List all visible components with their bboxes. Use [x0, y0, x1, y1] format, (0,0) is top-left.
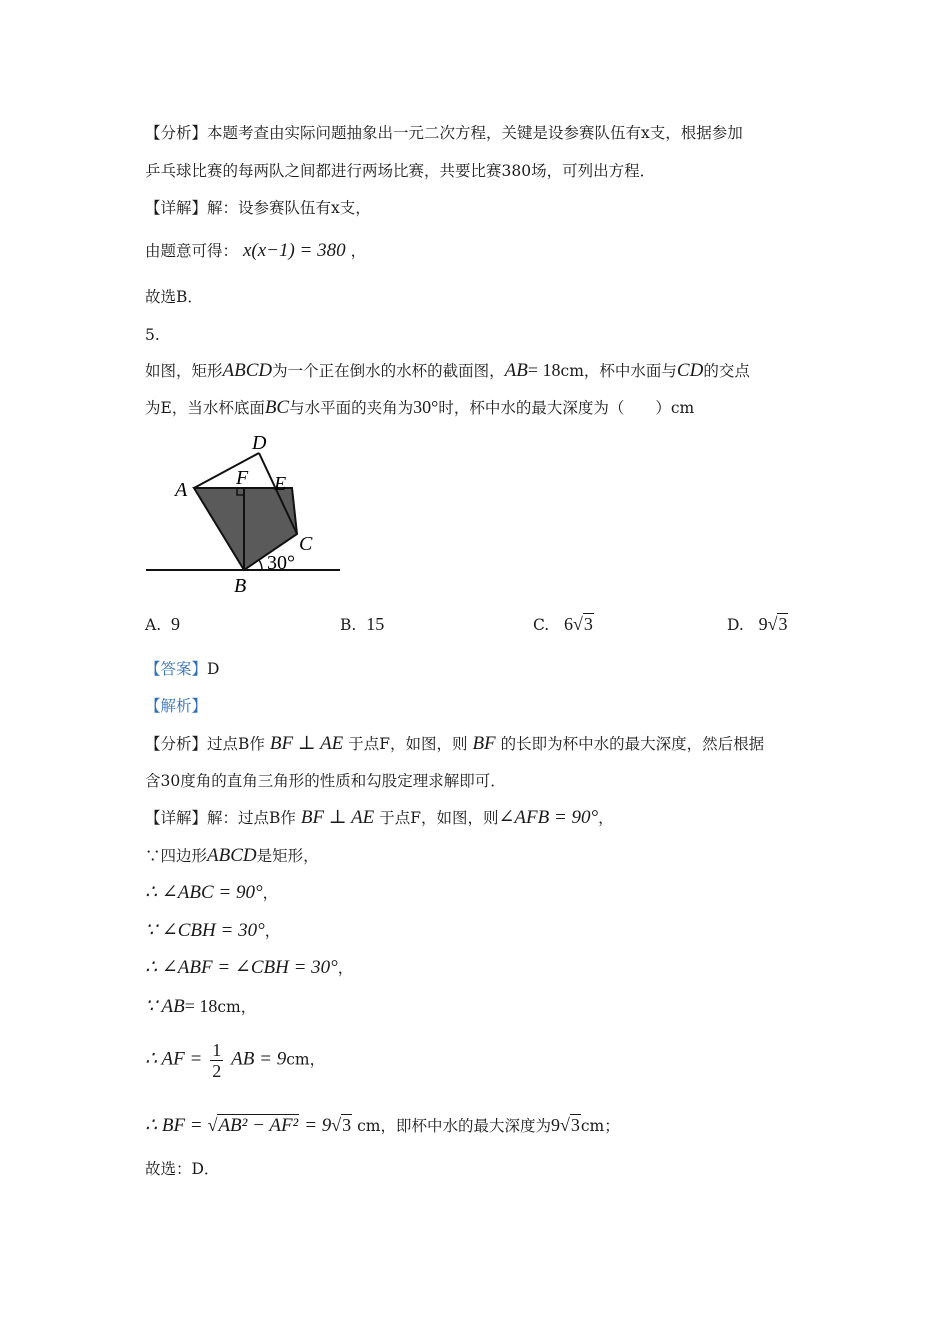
q-text: 时，杯中水的最大深度为（ ）cm [438, 399, 695, 417]
a-text: 的长即为杯中水的最大深度，然后根据 [500, 735, 765, 753]
option-c-coef: 6 [564, 614, 574, 634]
option-d[interactable] [727, 614, 788, 635]
detail-line-9: 故选：D． [145, 1160, 220, 1178]
d-radicand: 3 [570, 1115, 580, 1135]
q-num: 30° [413, 397, 439, 417]
d-num: = 18 [184, 996, 218, 1016]
detail-line-5 [145, 957, 353, 979]
d-math: ABCD [207, 845, 257, 866]
prev-equation: x(x−1) = 380 [242, 240, 346, 261]
jiexi-line: 【解析】 [145, 697, 208, 715]
q-text: cm，杯中水面与 [560, 362, 677, 380]
sqrt-sign: √ [559, 1115, 570, 1135]
answer-line [145, 658, 219, 680]
q-num: = 18 [527, 360, 561, 380]
d-text: cm； [580, 1117, 620, 1135]
d-math: AB = 9 [231, 1048, 287, 1070]
label-e: E [274, 473, 287, 495]
fraction-denominator: 2 [212, 1061, 222, 1081]
d-text: ， [262, 884, 279, 902]
q-text: 为E，当水杯底面 [145, 399, 265, 417]
option-c[interactable] [533, 614, 594, 635]
detail-line-7 [145, 1040, 325, 1081]
prev-analysis-line-1: 【分析】本题考查由实际问题抽象出一元二次方程，关键是设参赛队伍有x支，根据参加 [145, 124, 743, 142]
q-math: BC [264, 397, 290, 418]
d-math: = 9 [304, 1115, 332, 1136]
question-number: 5. [145, 326, 160, 344]
option-d-coef: 9 [758, 614, 768, 634]
detail-line-3 [145, 882, 278, 904]
analysis-line-1 [145, 733, 764, 755]
d-text: ， [337, 959, 354, 977]
q-text: 如图，矩形 [145, 362, 223, 380]
fraction-numerator: 1 [212, 1040, 222, 1060]
sqrt-sign: √ [767, 614, 778, 634]
d-text: ， [264, 922, 281, 940]
a-math: BF [472, 733, 496, 754]
detail-line-2 [145, 845, 319, 867]
d-math: ∠AFB = 90° [498, 807, 599, 828]
d-math: ∴ BF = [145, 1115, 203, 1136]
label-a: A [175, 479, 188, 501]
d-math: ∴ AF = [145, 1048, 203, 1070]
label-d: D [252, 432, 267, 454]
edge-ad [194, 453, 259, 488]
label-f: F [236, 467, 249, 489]
d-text: 是矩形， [256, 847, 319, 865]
option-a-label: A. [145, 616, 162, 634]
analysis-line-2: 含30度角的直角三角形的性质和勾股定理求解即可． [145, 772, 506, 790]
a-text: 于点F，如图，则 [348, 735, 468, 753]
q-math: CD [676, 360, 704, 381]
question-line-2 [145, 396, 694, 419]
prev-detail-line-2 [145, 240, 366, 262]
prev-analysis-line-2: 乒乓球比赛的每两队之间都进行两场比赛，共要比赛380场，可列出方程． [145, 162, 656, 180]
detail-line-1 [145, 807, 614, 829]
d-math: ∵ AB [145, 996, 185, 1017]
answer-tag: 【答案】 [145, 660, 208, 678]
q-text: 与水平面的夹角为 [289, 399, 414, 417]
d-math: BF ⊥ AE [300, 807, 375, 828]
angle-arc [259, 560, 262, 570]
detail-line-4 [145, 920, 280, 942]
rectangle-cup-figure [140, 430, 350, 600]
prev-detail-suffix: ， [350, 242, 367, 260]
label-c: C [299, 533, 313, 555]
prev-detail-line-1: 【详解】解：设参赛队伍有x支， [145, 199, 371, 217]
sqrt-sign: √ [573, 614, 583, 634]
d-text: ， [598, 809, 614, 827]
option-d-radicand: 3 [778, 614, 788, 634]
d-radicand: 3 [342, 1115, 352, 1135]
a-text: 【分析】过点B作 [145, 735, 265, 753]
d-math: ∵ ∠CBH = 30° [145, 920, 265, 941]
option-b[interactable] [340, 614, 384, 635]
option-a-value: 9 [170, 614, 180, 634]
d-text: 于点F，如图，则 [379, 809, 499, 827]
option-d-label: D. [727, 616, 744, 634]
d-math: ∴ ∠ABF = ∠CBH = 30° [145, 957, 338, 978]
question-line-1 [145, 359, 750, 382]
d-num: 9 [550, 1115, 560, 1135]
d-text: cm， [217, 998, 257, 1016]
q-text: 的交点 [703, 362, 750, 380]
prev-detail-line-3: 故选B． [145, 288, 203, 306]
detail-line-8 [145, 1114, 620, 1137]
d-text: cm，即杯中水的最大深度为 [357, 1117, 551, 1135]
q-text: 为一个正在倒水的水杯的截面图， [272, 362, 505, 380]
fraction-one-half [210, 1040, 223, 1081]
sqrt-sign: √ [331, 1115, 342, 1135]
option-a[interactable] [145, 614, 180, 635]
option-b-label: B. [340, 616, 357, 634]
d-text: 【详解】解：过点B作 [145, 809, 296, 827]
d-text: cm， [286, 1050, 326, 1069]
answer-value: D [207, 660, 220, 678]
option-c-label: C. [533, 616, 550, 634]
d-math: ∴ ∠ABC = 90° [145, 882, 263, 903]
option-b-value: 15 [366, 614, 385, 634]
d-text: ∵四边形 [145, 847, 208, 865]
option-c-radicand: 3 [583, 614, 593, 634]
a-math: BF ⊥ AE [269, 733, 344, 754]
detail-line-6 [145, 995, 256, 1018]
q-math: AB [504, 360, 528, 381]
sqrt-sign: √ [207, 1115, 218, 1135]
label-angle: 30° [267, 552, 295, 574]
label-b: B [234, 575, 247, 597]
prev-detail-text: 由题意可得： [145, 242, 239, 260]
d-radicand: AB² − AF² [218, 1115, 299, 1136]
q-math: ABCD [222, 360, 273, 381]
